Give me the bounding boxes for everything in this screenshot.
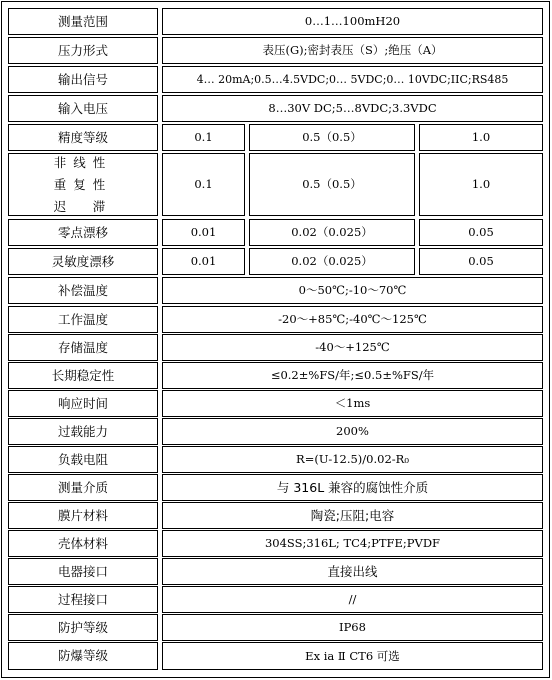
spec-value: IP68 [162, 614, 543, 641]
spec-value-a: 0.1 [162, 124, 245, 151]
spec-label: 补偿温度 [8, 277, 158, 304]
spec-label: 输入电压 [8, 95, 158, 122]
spec-label: 响应时间 [8, 390, 158, 417]
spec-label: 存储温度 [8, 334, 158, 361]
label-line: 重复性 [53, 176, 113, 192]
spec-label: 过程接口 [8, 586, 158, 613]
spec-value-c: 1.0 [419, 153, 543, 216]
spec-value: 0～50℃;-10～70℃ [162, 277, 543, 304]
spec-value: 304SS;316L; TC4;PTFE;PVDF [162, 530, 543, 557]
label-line: 迟 滞 [53, 198, 113, 214]
spec-value-b: 0.5（0.5） [249, 153, 415, 216]
spec-value: Ex ia Ⅱ CT6 可选 [162, 642, 543, 670]
spec-value: 4… 20mA;0.5…4.5VDC;0… 5VDC;0… 10VDC;IIC;RS485 [162, 66, 543, 93]
spec-label: 防护等级 [8, 614, 158, 641]
spec-value: ＜1ms [162, 390, 543, 417]
spec-value: 0…1…100mH20 [162, 8, 543, 35]
spec-label: 电器接口 [8, 558, 158, 585]
spec-value-a: 0.01 [162, 219, 245, 246]
spec-label-multiline [8, 153, 158, 216]
spec-value: 8…30V DC;5…8VDC;3.3VDC [162, 95, 543, 122]
spec-label: 灵敏度漂移 [8, 248, 158, 275]
spec-label: 过载能力 [8, 418, 158, 445]
spec-value: R=(U-12.5)/0.02-R₀ [162, 446, 543, 473]
spec-value-a: 0.01 [162, 248, 245, 275]
spec-value: 200% [162, 418, 543, 445]
spec-label: 零点漂移 [8, 219, 158, 246]
spec-value-a: 0.1 [162, 153, 245, 216]
spec-value: 表压(G);密封表压（S）;绝压（A） [162, 37, 543, 64]
spec-label: 测量范围 [8, 8, 158, 35]
spec-label: 输出信号 [8, 66, 158, 93]
spec-value-c: 1.0 [419, 124, 543, 151]
spec-label: 负载电阻 [8, 446, 158, 473]
spec-value-c: 0.05 [419, 248, 543, 275]
spec-value-c: 0.05 [419, 219, 543, 246]
spec-label: 工作温度 [8, 306, 158, 333]
spec-value-b: 0.5（0.5） [249, 124, 415, 151]
spec-value: -40～+125℃ [162, 334, 543, 361]
spec-label: 精度等级 [8, 124, 158, 151]
spec-value-b: 0.02（0.025） [249, 219, 415, 246]
spec-value: 陶瓷;压阻;电容 [162, 502, 543, 529]
spec-label: 膜片材料 [8, 502, 158, 529]
spec-label: 测量介质 [8, 474, 158, 501]
spec-label: 壳体材料 [8, 530, 158, 557]
spec-label: 压力形式 [8, 37, 158, 64]
spec-label: 防爆等级 [8, 642, 158, 670]
spec-value: 直接出线 [162, 558, 543, 585]
spec-value: ≤0.2±%FS/年;≤0.5±%FS/年 [162, 362, 543, 389]
spec-value: // [162, 586, 543, 613]
spec-value: 与 316L 兼容的腐蚀性介质 [162, 474, 543, 501]
spec-value-b: 0.02（0.025） [249, 248, 415, 275]
spec-value: -20～+85℃;-40℃～125℃ [162, 306, 543, 333]
label-line: 非线性 [53, 154, 113, 170]
spec-label: 长期稳定性 [8, 362, 158, 389]
